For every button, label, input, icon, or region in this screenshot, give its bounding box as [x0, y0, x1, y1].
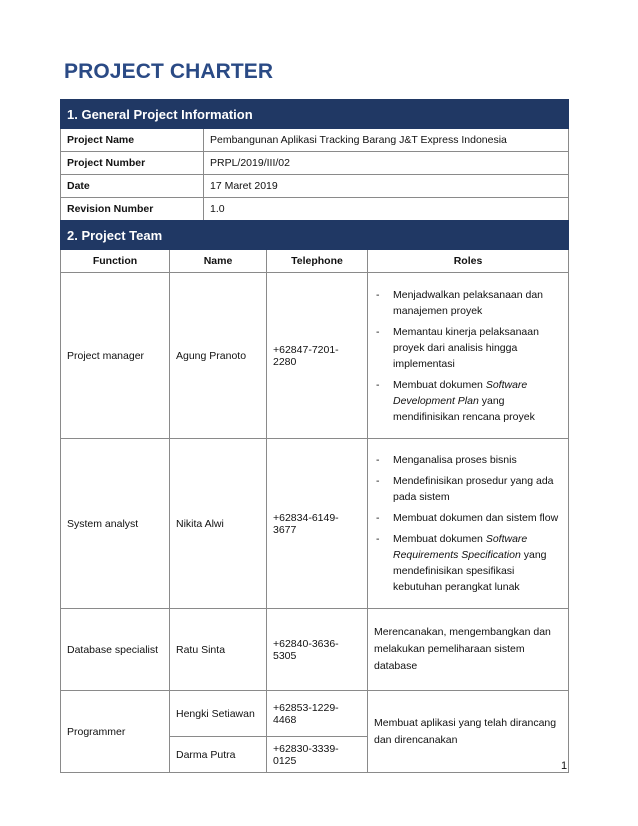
member-function: Project manager — [61, 273, 170, 439]
role-document-name: Software Development Plan — [393, 378, 528, 407]
project-number-label: Project Number — [61, 152, 204, 175]
table-row — [61, 175, 569, 198]
member-telephone: +62830-3339-0125 — [267, 737, 368, 773]
member-name: Nikita Alwi — [170, 439, 267, 609]
role-item — [374, 531, 562, 595]
role-item — [374, 377, 562, 425]
role-document-name: Software Requirements Specification — [393, 533, 528, 561]
member-roles — [368, 273, 569, 439]
table-row — [61, 129, 569, 152]
member-roles — [368, 691, 569, 773]
member-roles — [368, 439, 569, 609]
role-item: - Menganalisa proses bisnis — [374, 452, 562, 468]
role-text: Membuat dokumen — [393, 533, 486, 545]
member-name: Ratu Sinta — [170, 609, 267, 691]
team-section-header: 2. Project Team — [61, 221, 569, 250]
page-number: 1 — [561, 760, 568, 772]
role-item: - Membuat dokumen dan sistem flow — [374, 510, 562, 526]
project-team-table — [60, 220, 569, 773]
role-item: - Memantau kinerja pelaksanaan proyek dari analisis hingga implementasi — [374, 324, 562, 372]
member-telephone: +62847-7201-2280 — [267, 273, 368, 439]
project-number-value: PRPL/2019/III/02 — [204, 152, 569, 175]
member-telephone: +62840-3636-5305 — [267, 609, 368, 691]
date-value: 17 Maret 2019 — [204, 175, 569, 198]
project-name-value: Pembangunan Aplikasi Tracking Barang J&T Express Indonesia — [204, 129, 569, 152]
role-text: Membuat aplikasi yang telah dirancang dan direncanakan — [374, 716, 557, 746]
role-text: yang mendifinisikan rencana proyek — [393, 394, 535, 423]
revision-number-label: Revision Number — [61, 198, 204, 221]
member-roles — [368, 609, 569, 691]
role-text: Membuat dokumen — [393, 378, 486, 391]
member-name: Agung Pranoto — [170, 273, 267, 439]
member-function: Database specialist — [61, 609, 170, 691]
table-row — [61, 691, 569, 737]
team-column-headers — [61, 250, 569, 273]
column-header-name: Name — [170, 250, 267, 273]
table-row — [61, 439, 569, 609]
member-name: Hengki Setiawan — [170, 691, 267, 737]
table-row — [61, 609, 569, 691]
role-item: - Mendefinisikan prosedur yang ada pada sistem — [374, 473, 562, 505]
table-row — [61, 152, 569, 175]
page-title: PROJECT CHARTER — [64, 60, 274, 83]
general-section-header: 1. General Project Information — [61, 100, 569, 129]
table-row — [61, 273, 569, 439]
table-row — [61, 198, 569, 221]
column-header-function: Function — [61, 250, 170, 273]
project-name-label: Project Name — [61, 129, 204, 152]
member-telephone: +62834-6149-3677 — [267, 439, 368, 609]
member-name: Darma Putra — [170, 737, 267, 773]
role-item: - Menjadwalkan pelaksanaan dan manajemen proyek — [374, 287, 562, 319]
member-telephone: +62853-1229-4468 — [267, 691, 368, 737]
column-header-telephone: Telephone — [267, 250, 368, 273]
role-text: yang mendefinisikan spesifikasi kebutuhan perangkat lunak — [393, 549, 547, 593]
member-function: System analyst — [61, 439, 170, 609]
column-header-roles: Roles — [368, 250, 569, 273]
general-info-table — [60, 99, 569, 221]
date-label: Date — [61, 175, 204, 198]
revision-number-value: 1.0 — [204, 198, 569, 221]
role-text: Merencanakan, mengembangkan dan melakukan pemeliharaan sistem database — [374, 626, 551, 672]
member-function: Programmer — [61, 691, 170, 773]
charter-sheet — [60, 99, 568, 773]
